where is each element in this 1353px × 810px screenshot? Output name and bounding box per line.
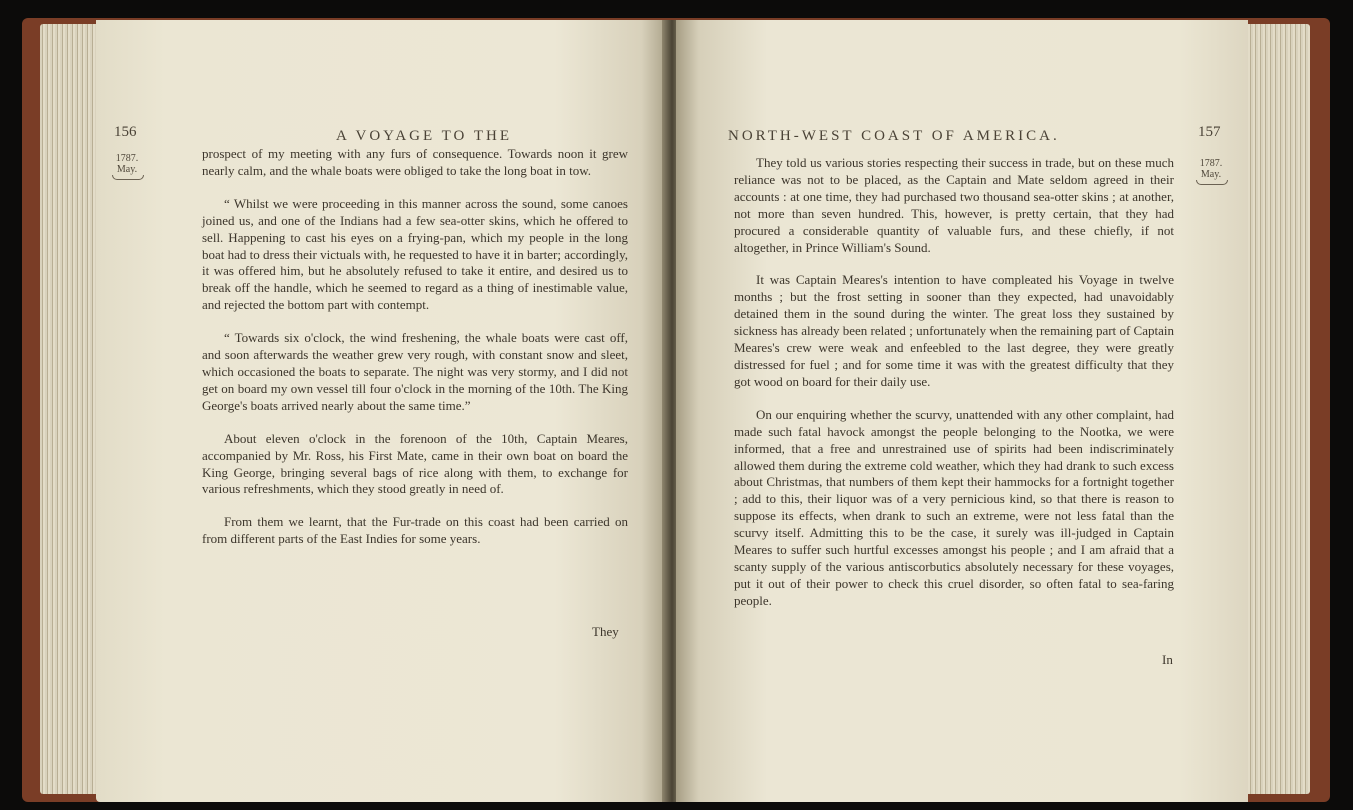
paragraph: “ Towards six o'clock, the wind freshening, the whale boats were cast off, and soon afterwards the weather grew very rough, with constant snow and sleet, which occasioned the boats to separate. The night was very stormy, and I did not get on board my own vessel till four o'clock in the morning of the 10th. The King George's boats arrived nearly about the same time.” <box>202 330 628 413</box>
margin-note-month: May. <box>1200 169 1222 180</box>
margin-note-year: 1787. <box>1199 158 1223 169</box>
page-number: 157 <box>1198 124 1221 140</box>
margin-note-month: May. <box>116 164 138 175</box>
paragraph: It was Captain Meares's intention to have compleated his Voyage in twelve months ; but the frost setting in sooner than they expected, had unavoidably detained them in the sound during the winter. The great loss they sustained by sickness has already been related ; unfortunately when the remaining part of Captain Meares's crew were weak and enfeebled to the last degree, they were greatly distressed for fuel ; and for some time it was with the greatest difficulty that they got wood on board for their daily use. <box>734 272 1174 389</box>
running-head: NORTH-WEST COAST OF AMERICA. <box>728 128 1060 144</box>
paragraph: prospect of my meeting with any furs of consequence. Towards noon it grew nearly calm, and the whale boats were obliged to take the long boat in tow. <box>202 146 628 178</box>
catchword: They <box>592 624 619 639</box>
margin-note <box>1196 158 1226 180</box>
right-page <box>676 20 1248 802</box>
body-text <box>202 146 628 564</box>
page-number: 156 <box>114 124 137 140</box>
margin-brace <box>1196 180 1228 185</box>
margin-note-year: 1787. <box>115 153 139 164</box>
body-text <box>734 155 1174 626</box>
margin-brace <box>112 175 144 180</box>
paragraph: On our enquiring whether the scurvy, unattended with any other complaint, had made such fatal havock amongst the people belonging to the Nootka, we were informed, that a free and unrestrained use of spirits had been indiscriminately allowed them during the extreme cold weather, which they had drank to such excess about Christmas, that numbers of them kept their hammocks for a fortnight together ; add to this, their liquor was of a very pernicious kind, so that there is reason to suppose its effects, when drank to such an extreme, were not less fatal than the scurvy itself. Admitting this to be the case, it surely was ill-judged in Captain Meares to suffer such hurtful excesses amongst his people ; and I am afraid that a scanty supply of the various antiscorbutics absolutely necessary for these voyages, put it out of their power to check this cruel disorder, so often fatal to sea-faring people. <box>734 406 1174 608</box>
left-page <box>96 20 670 802</box>
margin-note <box>112 153 142 175</box>
paragraph: From them we learnt, that the Fur-trade on this coast had been carried on from different parts of the East Indies for some years. <box>202 514 628 547</box>
running-head: A VOYAGE TO THE <box>336 128 512 144</box>
page-edges-right <box>1238 24 1310 794</box>
paragraph: “ Whilst we were proceeding in this manner across the sound, some canoes joined us, and one of the Indians had a few sea-otter skins, which he offered to sell. Happening to cast his eyes on a frying-pan, which my people in the long boat had to dress their victuals with, he requested to have it in barter; accordingly, it was offered him, but he absolutely refused to take it entire, and desired us to break off the handle, which he seemed to regard as a thing of inestimable value, and rejected the bottom part with contempt. <box>202 195 628 313</box>
catchword: In <box>1162 652 1173 667</box>
paragraph: About eleven o'clock in the forenoon of the 10th, Captain Meares, accompanied by Mr. Ross, his First Mate, came in their own boat on board the King George, bringing several bags of rice along with them, to exchange for various refreshments, which they stood greatly in need of. <box>202 430 628 497</box>
paragraph: They told us various stories respecting their success in trade, but on these much reliance was not to be placed, as the Captain and Mate seldom agreed in their accounts : at one time, they had purchased two thousand sea-otter skins ; at another, not more than seven hundred. This, however, is pretty certain, that they had procured a considerable quantity of valuable furs, and these chiefly, if not altogether, in Prince William's Sound. <box>734 155 1174 255</box>
